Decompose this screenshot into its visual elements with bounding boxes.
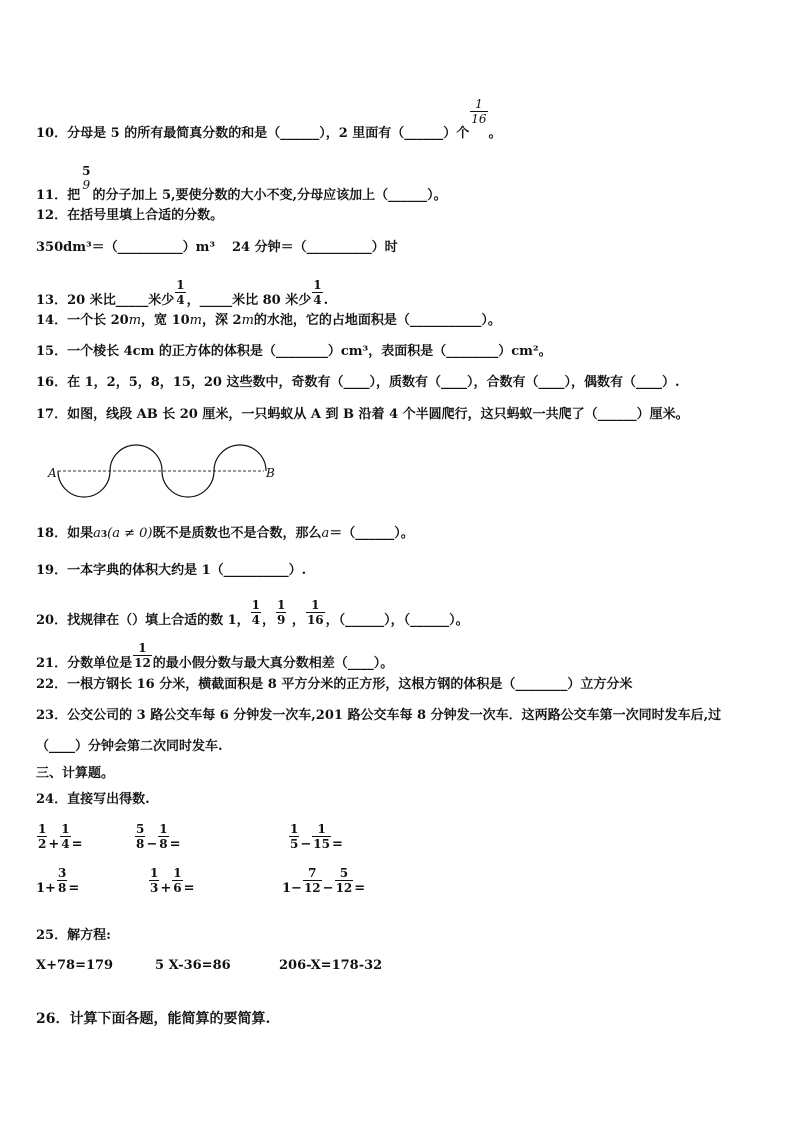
question-10: 10．分母是 5 的所有最简真分数的和是（______），2 里面有（______）个 $\frac{1}{16}$ 。 — [36, 97, 502, 141]
question-13: 13．20 米比_____米少 $\frac{1}{4}$ ，_____米比 80 米少 $\frac{1}{4}$ . — [36, 278, 329, 308]
q10-fraction: $\frac{1}{16}$ — [471, 97, 487, 126]
question-25: 25．解方程: — [36, 928, 111, 943]
question-26: 26．计算下面各题，能简算的要简算. — [36, 1011, 271, 1027]
q13-fraction-2: $\frac{1}{4}$ — [313, 278, 322, 307]
q21-fraction: $\frac{1}{12}$ — [134, 641, 151, 670]
calc-2-1: 1+ $\frac{3}{8}$ = — [36, 866, 80, 896]
q13-fraction-1: $\frac{1}{4}$ — [176, 278, 185, 307]
question-12-blank-2: 24 分钟＝（__________）时 — [232, 240, 398, 255]
question-23: 23．公交公司的 3 路公交车每 6 分钟发一次车,201 路公交车每 8 分钟发一次车．这两路公交车第一次同时发车后,过 — [36, 708, 722, 723]
question-17: 17．如图，线段 AB 长 20 厘米，一只蚂蚁从 A 到 B 沿着 4 个半圆爬行，这只蚂蚁一共爬了（______）厘米。 — [36, 407, 689, 422]
q11-fraction: 5 9 — [82, 164, 91, 192]
equation-1: X+78=179 — [36, 958, 114, 973]
q20-fraction-2: $\frac{1}{9}$ — [277, 598, 286, 627]
question-12: 12．在括号里填上合适的分数。 — [36, 208, 224, 223]
question-14: 14．一个长 20m，宽 10m，深 2m的水池，它的占地面积是（___________）。 — [36, 313, 501, 328]
calc-1-1: $\frac{1}{2}$ + $\frac{1}{4}$ = — [38, 822, 83, 852]
calc-2-3: 1− $\frac{7}{12}$ − $\frac{5}{12}$ = — [282, 866, 366, 896]
equation-2: 5 X-36=86 — [155, 958, 231, 973]
question-22: 22．一根方钢长 16 分米，横截面积是 8 平方分米的正方形，这根方钢的体积是（________）立方分米 — [36, 677, 633, 692]
question-24: 24．直接写出得数. — [36, 792, 150, 807]
question-18: 18．如果a3(a ≠ 0)既不是质数也不是合数，那么a＝（______）。 — [36, 526, 414, 541]
calc-1-3: $\frac{1}{5}$ − $\frac{1}{15}$ = — [290, 822, 343, 852]
question-11: 11．把 5 9 的分子加上 5,要使分数的大小不变,分母应该加上（______）。 — [36, 164, 447, 203]
point-b-label: B — [266, 466, 275, 480]
section-title: 三、计算题。 — [36, 766, 115, 781]
point-a-label: A — [48, 466, 57, 480]
equation-3: 206-X=178-32 — [279, 958, 383, 973]
question-20: 20．找规律在（）填上合适的数 1， $\frac{1}{4}$ ， $\frac{1}{9}$ ， $\frac{1}{16}$ ，（______），（______）。 — [36, 598, 469, 628]
question-15: 15．一个棱长 4cm 的正方体的体积是（________）cm³，表面积是（________）cm²。 — [36, 344, 552, 359]
q20-fraction-1: $\frac{1}{4}$ — [251, 598, 261, 627]
calc-2-2: $\frac{1}{3}$ + $\frac{1}{6}$ = — [150, 866, 195, 896]
question-23-line-2: （____）分钟会第二次同时发车. — [36, 739, 223, 754]
q20-fraction-3: $\frac{1}{16}$ — [306, 598, 324, 627]
question-16: 16．在 1，2，5，8，15，20 这些数中，奇数有（____），质数有（____），合数有（____），偶数有（____）. — [36, 375, 680, 390]
calc-1-2: $\frac{5}{8}$ − $\frac{1}{8}$ = — [136, 822, 181, 852]
question-12-blank-1: 350dm³＝（__________）m³ — [36, 240, 216, 255]
question-21: 21．分数单位是 $\frac{1}{12}$ 的最小假分数与最大真分数相差（____）。 — [36, 641, 394, 671]
question-19: 19．一本字典的体积大约是 1（__________）. — [36, 563, 307, 578]
q10-text: 10．分母是 5 的所有最简真分数的和是（______），2 里面有（______）个 — [36, 126, 470, 141]
semicircle-diagram — [44, 440, 284, 502]
